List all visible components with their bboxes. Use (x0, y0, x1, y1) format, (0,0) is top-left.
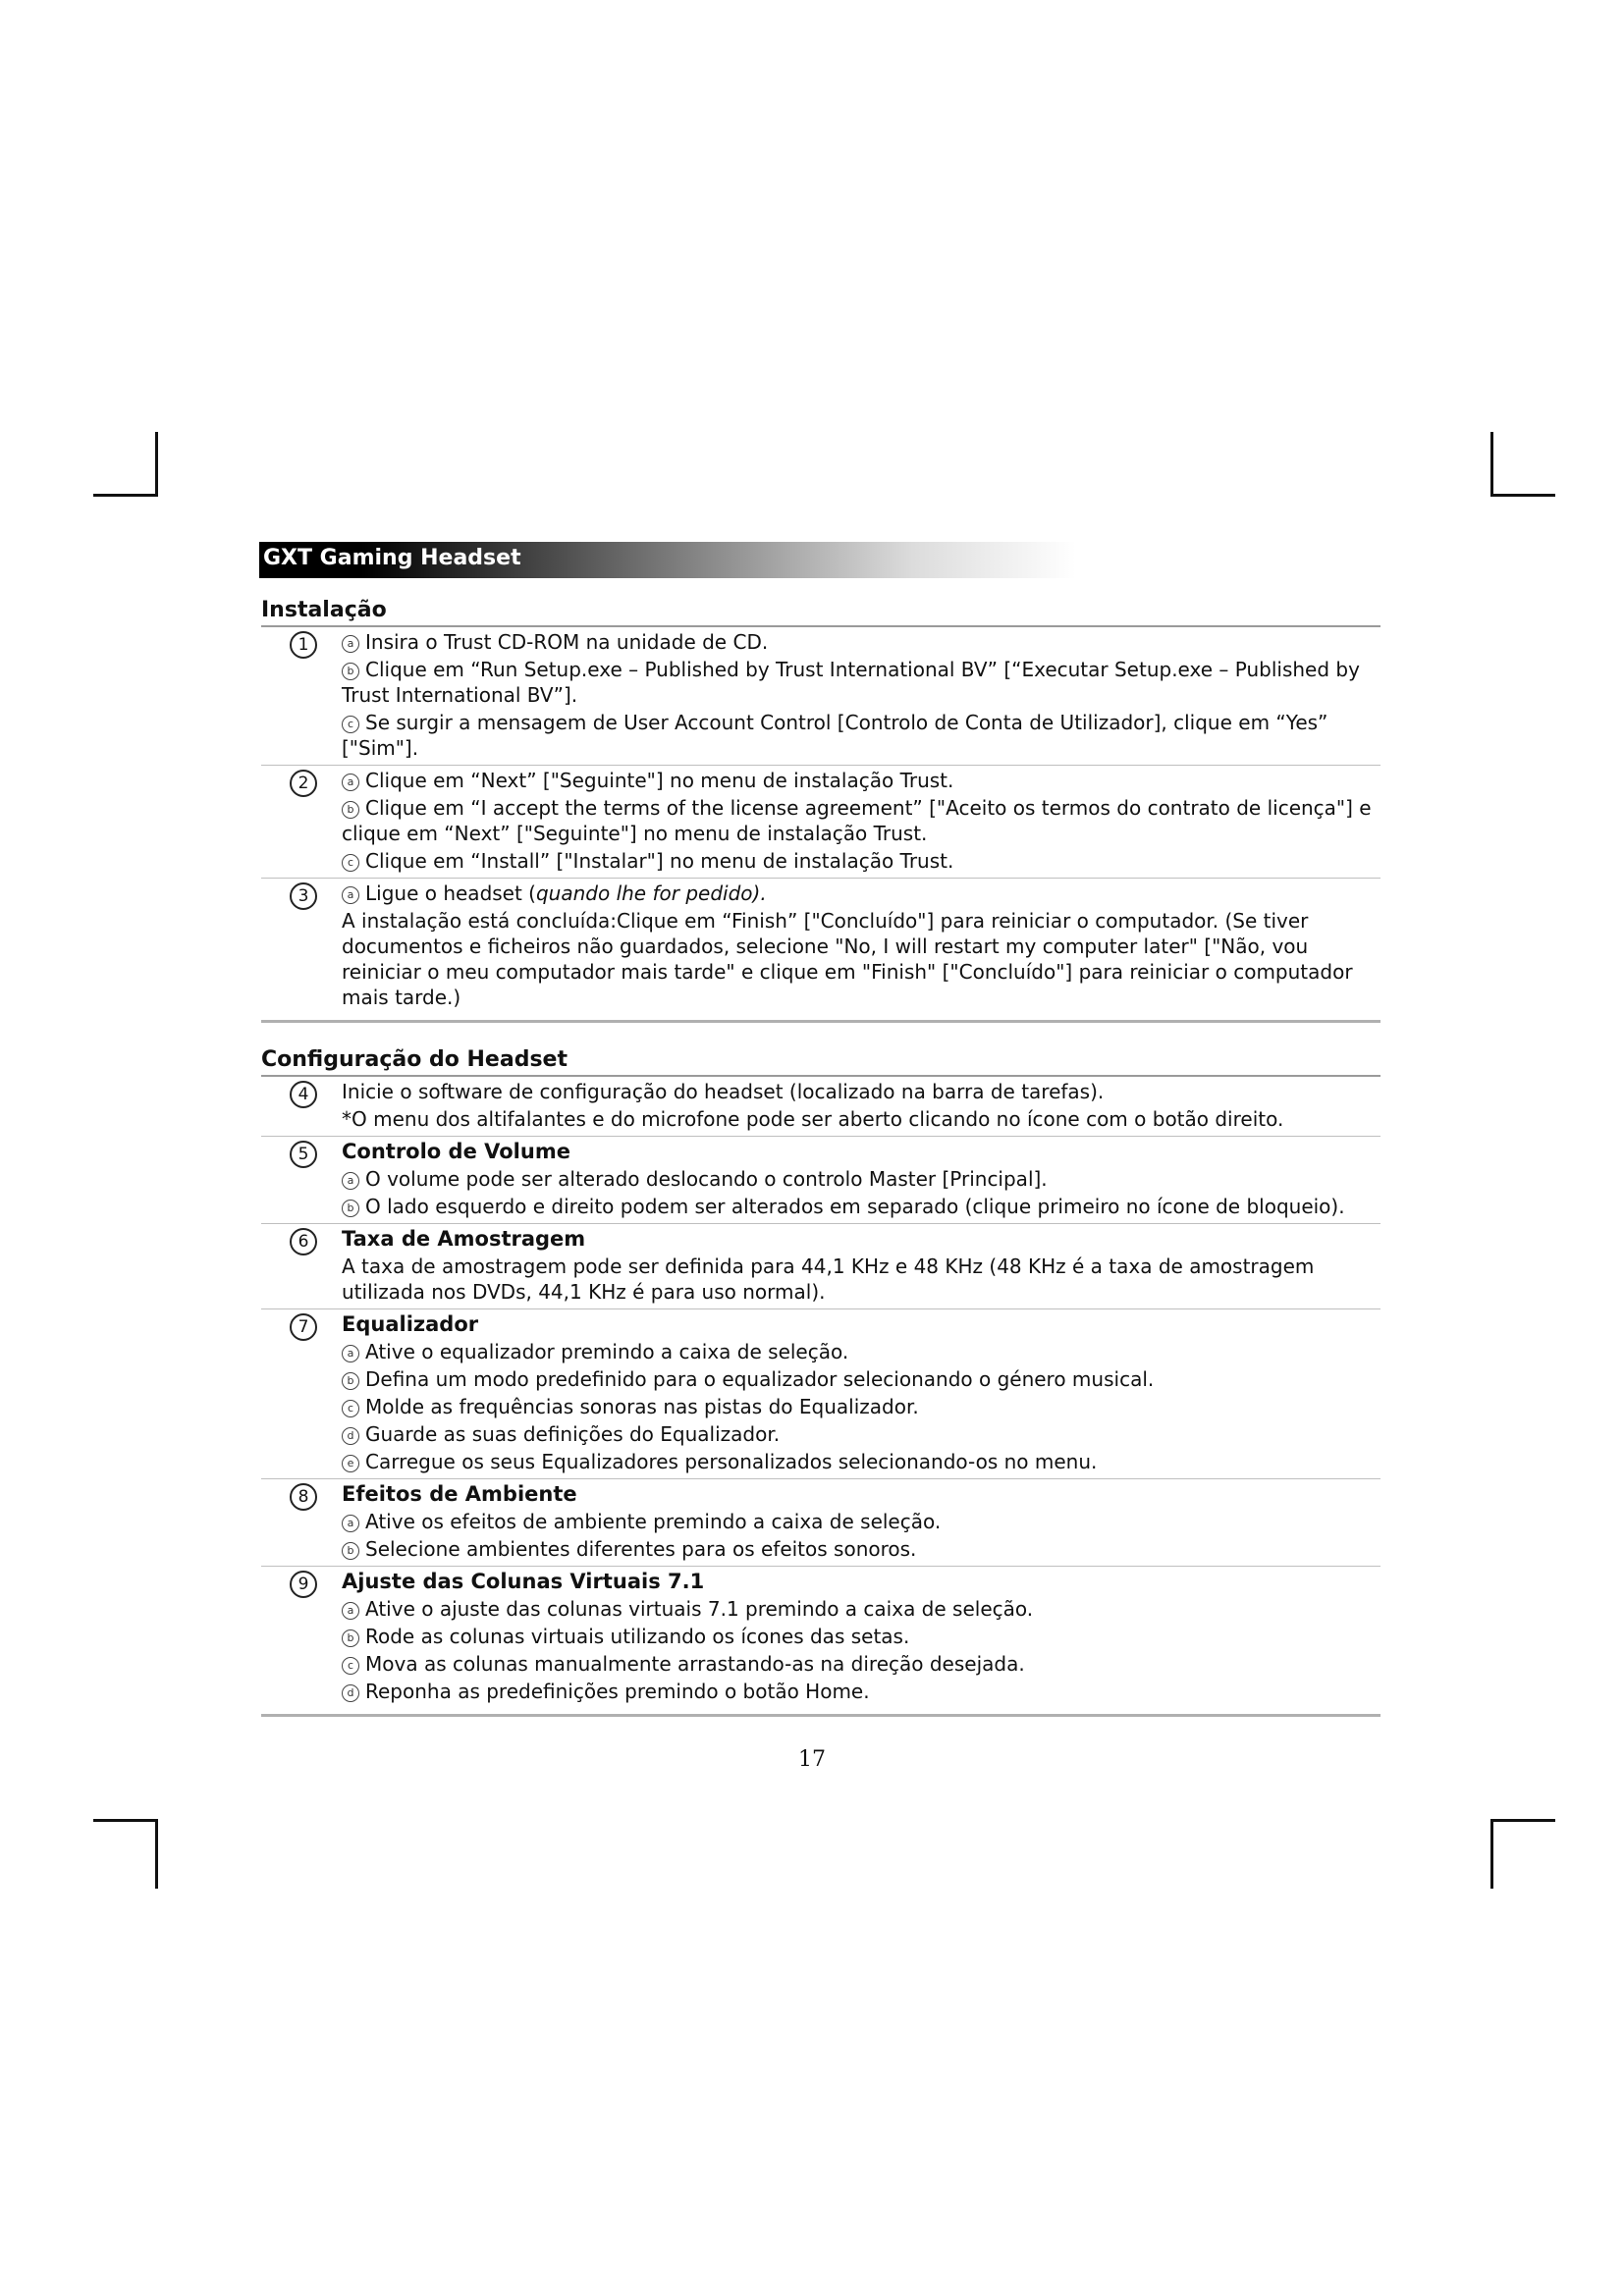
marker-b-icon: b (342, 1542, 359, 1560)
list-item (342, 881, 1380, 906)
step-number-icon: 8 (290, 1483, 317, 1511)
item-text: O volume pode ser alterado deslocando o controlo Master [Principal]. (365, 1167, 1048, 1191)
step-number-icon: 2 (290, 770, 317, 797)
step-heading: Efeitos de Ambiente (342, 1482, 577, 1506)
banner-title: GXT Gaming Headset (263, 546, 521, 570)
list-item (342, 1194, 1380, 1219)
item-text: Reponha as predefinições premindo o botão Home. (365, 1680, 870, 1703)
marker-b-icon: b (342, 1200, 359, 1217)
list-item (342, 710, 1380, 761)
list-item (342, 1509, 1380, 1534)
list-item (342, 1421, 1380, 1447)
step-note: *O menu dos altifalantes e do microfone pode ser aberto clicando no ícone com o botão direito. (342, 1107, 1284, 1131)
header-banner (259, 542, 1280, 578)
item-text-italic: quando lhe for pedido). (535, 881, 767, 905)
marker-d-icon: d (342, 1684, 359, 1702)
item-text: Ative o equalizador premindo a caixa de seleção. (365, 1340, 849, 1363)
list-item (342, 1339, 1380, 1364)
marker-a-icon: a (342, 1602, 359, 1620)
marker-b-icon: b (342, 1372, 359, 1390)
item-text: Carregue os seus Equalizadores personalizados selecionando-os no menu. (365, 1450, 1098, 1473)
item-text: Ative o ajuste das colunas virtuais 7.1 premindo a caixa de seleção. (365, 1597, 1034, 1621)
item-text: Molde as frequências sonoras nas pistas do Equalizador. (365, 1395, 919, 1418)
list-item (342, 1449, 1380, 1474)
step-heading: Controlo de Volume (342, 1140, 570, 1163)
list-item (342, 657, 1380, 708)
item-text: Clique em “Next” ["Seguinte"] no menu de instalação Trust. (365, 769, 954, 792)
page-number: 17 (798, 1747, 826, 1772)
marker-a-icon: a (342, 1172, 359, 1190)
list-item (342, 848, 1380, 874)
item-text: Insira o Trust CD-ROM na unidade de CD. (365, 630, 769, 654)
marker-a-icon: a (342, 635, 359, 653)
item-text: Clique em “Run Setup.exe – Published by Trust International BV” [“Executar Setup.exe – Published by Trust International BV”]. (342, 658, 1360, 707)
step-number-icon: 1 (290, 631, 317, 659)
item-text: Rode as colunas virtuais utilizando os ícones das setas. (365, 1625, 910, 1648)
step-heading: Ajuste das Colunas Virtuais 7.1 (342, 1570, 705, 1593)
section-end-divider (261, 1714, 1380, 1717)
item-text: Defina um modo predefinido para o equalizador selecionando o género musical. (365, 1367, 1155, 1391)
item-text: Ative os efeitos de ambiente premindo a caixa de seleção. (365, 1510, 942, 1533)
step-text: A taxa de amostragem pode ser definida para 44,1 KHz e 48 KHz (48 KHz é a taxa de amostragem utilizada nos DVDs, 44,1 KHz é para uso normal). (342, 1255, 1315, 1304)
step-number-icon: 4 (290, 1081, 317, 1108)
configuration-step-4 (261, 1077, 1380, 1136)
configuration-step-5 (261, 1136, 1380, 1223)
item-text: Clique em “I accept the terms of the license agreement” ["Aceito os termos do contrato de licença"] e clique em “Next” ["Seguinte"] no menu de instalação Trust. (342, 796, 1372, 845)
list-item (342, 1366, 1380, 1392)
configuration-step-9 (261, 1566, 1380, 1708)
manual-content (261, 597, 1380, 1717)
configuration-title: Configuração do Headset (261, 1047, 568, 1072)
completion-text: A instalação está concluída:Clique em “Finish” ["Concluído"] para reiniciar o computador. (Se tiver documentos e ficheiros não guardados, selecione "No, I will restart my computer later" ["Não, vou reiniciar o meu computador mais tarde" e clique em "Finish" ["Concluído"] para reiniciar o computador mais tarde.) (342, 909, 1353, 1009)
item-text: Se surgir a mensagem de User Account Control [Controlo de Conta de Utilizador], clique em “Yes” ["Sim"]. (342, 711, 1328, 760)
crop-mark-bottom-right (1490, 1819, 1555, 1889)
item-text: Ligue o headset ( (365, 881, 536, 905)
step-number-icon: 3 (290, 882, 317, 910)
item-text: O lado esquerdo e direito podem ser alterados em separado (clique primeiro no ícone de bloqueio). (365, 1195, 1345, 1218)
marker-b-icon: b (342, 1629, 359, 1647)
item-text: Clique em “Install” ["Instalar"] no menu de instalação Trust. (365, 849, 954, 873)
crop-mark-top-left (93, 432, 158, 497)
configuration-step-7 (261, 1308, 1380, 1478)
configuration-step-8 (261, 1478, 1380, 1566)
marker-b-icon: b (342, 801, 359, 819)
step-heading: Equalizador (342, 1312, 479, 1336)
crop-mark-bottom-left (93, 1819, 158, 1889)
list-item (342, 629, 1380, 655)
installation-step-2 (261, 765, 1380, 878)
configuration-step-6 (261, 1223, 1380, 1308)
list-item (342, 1651, 1380, 1677)
marker-a-icon: a (342, 774, 359, 791)
installation-step-3 (261, 878, 1380, 1014)
list-item (342, 1536, 1380, 1562)
item-text: Guarde as suas definições do Equalizador. (365, 1422, 781, 1446)
step-text: Inicie o software de configuração do headset (localizado na barra de tarefas). (342, 1080, 1105, 1103)
list-item (342, 768, 1380, 793)
marker-a-icon: a (342, 886, 359, 904)
list-item (342, 1624, 1380, 1649)
item-text: Mova as colunas manualmente arrastando-as na direção desejada. (365, 1652, 1025, 1676)
step-heading: Taxa de Amostragem (342, 1227, 586, 1251)
marker-d-icon: d (342, 1427, 359, 1445)
marker-e-icon: e (342, 1455, 359, 1472)
marker-b-icon: b (342, 663, 359, 680)
step-number-icon: 6 (290, 1228, 317, 1255)
list-item (342, 795, 1380, 846)
installation-step-1 (261, 627, 1380, 765)
step-number-icon: 7 (290, 1313, 317, 1341)
item-text: Selecione ambientes diferentes para os efeitos sonoros. (365, 1537, 917, 1561)
step-number-icon: 5 (290, 1141, 317, 1168)
step-number-icon: 9 (290, 1571, 317, 1598)
marker-a-icon: a (342, 1515, 359, 1532)
marker-c-icon: c (342, 716, 359, 733)
marker-c-icon: c (342, 1657, 359, 1675)
list-item (342, 1679, 1380, 1704)
crop-mark-top-right (1490, 432, 1555, 497)
list-item (342, 1166, 1380, 1192)
marker-c-icon: c (342, 1400, 359, 1417)
installation-title: Instalação (261, 598, 387, 622)
marker-a-icon: a (342, 1345, 359, 1362)
list-item (342, 1394, 1380, 1419)
marker-c-icon: c (342, 854, 359, 872)
list-item (342, 1596, 1380, 1622)
